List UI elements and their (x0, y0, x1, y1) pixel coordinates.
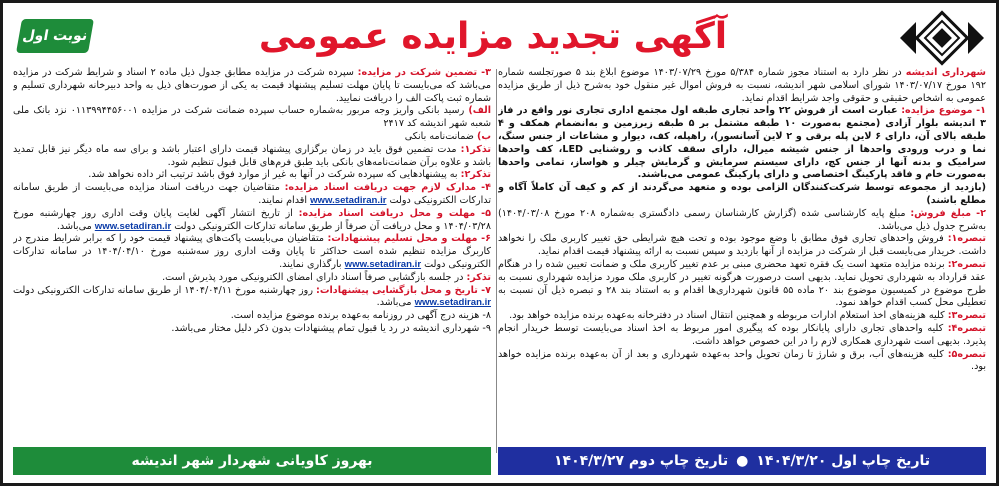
note-1 (498, 233, 986, 259)
item6-end: بارگذاری نمایند. (279, 258, 345, 270)
item-5 (13, 208, 491, 234)
item1-note: (بازدید از مجموعه توسط شرکت‌کنندگان الزامی بوده و متعهد می‌گردند از کم و کیف آن کاملاً آگاه و مطلع باشند) (498, 182, 986, 206)
item4-label: ۴- مدارک لازم جهت دریافت اسناد مزایده: (284, 182, 491, 194)
intro-paragraph (498, 67, 986, 105)
right-column (498, 67, 986, 455)
item-9: ۹- شهرداری اندیشه در رد یا قبول تمام پیشنهادات بدون ذکر دلیل مختار می‌باشد. (171, 322, 491, 334)
item-7 (13, 285, 491, 311)
note4-label: تبصره۴: (947, 322, 986, 334)
separator-dot: ● (736, 453, 749, 469)
item3-text: سپرده شرکت در مزایده مطابق جدول ذیل ماده ۲ اسناد و شرایط شرکت در مزایده می‌باشد که می‌بایست تا پایان مهلت تسلیم پیشنهاد قیمت به یکی از صورت‌های ذیل به واحد دبیرخانه شهرداری تسلیم و شماره ثبت پاکت الف را دریافت نمایید. (13, 67, 491, 104)
tn3-label: تذکر: (466, 271, 491, 283)
item7-text: روز چهارشنبه مورخ ۱۴۰۴/۰۴/۱۱ از طریق سامانه تدارکات الکترونیکی دولت (13, 284, 317, 296)
item5-text: از تاریخ انتشار آگهی لغایت پایان وقت اداری روز چهارشنبه مورخ ۱۴۰۴/۰۳/۲۸ و محل دریافت آن صرفاً از طریق سامانه تدارکات الکترونیکی دولت (13, 207, 491, 232)
setadiran-link[interactable]: www.setadiran.ir (94, 220, 172, 232)
item3-label: ۳- تضمین شرکت در مزایده: (357, 67, 491, 78)
setadiran-link[interactable]: www.setadiran.ir (310, 194, 387, 206)
note-5 (498, 349, 986, 375)
item7-label: ۷- تاریخ و محل بازگشایی پیشنهادات: (316, 284, 491, 296)
item4-text: متقاضیان جهت دریافت اسناد مزایده می‌بایست از طریق سامانه تدارکات الکترونیکی دولت (13, 182, 491, 206)
intro-text: در نظر دارد به استناد مجوز شماره ۵/۳۸۴ مورخ ۱۴۰۳/۰۷/۲۹ موضوع ابلاغ بند ۵ صورتجلسه شماره ۱۹۲ مورخ ۱۴۰۳/۰۷/۱۷ شورای اسلامی شهر اندیشه، نسبت به فروش اموال غیر منقول خود به‌شرح ذیل از طریق مزایده عمومی به اشخاص حقیقی و حقوقی واجد شرایط اقدام نماید. (498, 67, 986, 104)
item3b-text: ضمانت‌نامه بانکی (404, 130, 477, 142)
intro-label: شهرداری اندیشه (905, 67, 986, 78)
note1-label: تبصره۱: (947, 233, 986, 245)
note-2 (498, 259, 986, 310)
item4-end: اقدام نمایند. (258, 194, 311, 206)
signature-bar: بهروز کاویانی شهردار شهر اندیشه (13, 447, 491, 475)
header (13, 9, 992, 65)
item6-label: ۶- مهلت و محل تسلیم پیشنهادات: (327, 233, 491, 245)
left-column (13, 67, 491, 452)
item-4 (13, 182, 491, 208)
item3b-label: ب) (476, 130, 491, 142)
item5-end: می‌باشد. (56, 220, 95, 232)
item2-label: ۲- مبلغ فروش: (910, 207, 986, 219)
tn1-label: تذکر۱: (460, 143, 491, 155)
tn-2 (13, 169, 491, 182)
item3a-label: الف) (468, 105, 491, 117)
note5-label: تبصره۵: (947, 348, 986, 360)
item-3b (13, 131, 491, 144)
note5-text: کلیه هزینه‌های آب، برق و شارژ تا زمان تحویل واحد به‌عهده شهرداری و بعد از آن به‌عهده برنده مزایده خواهد بود. (498, 348, 986, 373)
tn1-text: مدت تضمین فوق باید در زمان برگزاری پیشنهاد قیمت دارای اعتبار باشد و برای سه ماه دیگر نیز قابل تمدید باشد و علاوه برآن ضمانت‌نامه‌های بانکی باید طبق فرم‌های قابل قبول تنظیم شود. (13, 143, 491, 168)
setadiran-link[interactable]: www.setadiran.ir (414, 297, 491, 309)
note-3 (498, 310, 986, 323)
item-3a (13, 105, 491, 131)
tn3-text: در جلسه بازگشایی صرفاً اسناد دارای امضای الکترونیکی مورد پذیرش است. (162, 271, 467, 283)
second-print-date: تاریخ چاپ دوم ۱۴۰۴/۳/۲۷ (553, 453, 729, 469)
note1-text: فروش واحدهای تجاری فوق مطابق با وضع موجود بوده و تحت هیچ شرایطی حق تغییر کاربری ملک را نخواهد داشت. خریدار می‌بایست قبل از شرکت در مزایده از آنها بازدید و سپس نسبت به ارائه پیشنهاد قیمت اقدام نماید. (498, 233, 986, 258)
setadiran-link[interactable]: www.setadiran.ir (344, 258, 422, 270)
tn2-text: به پیشنهادهایی که سپرده شرکت در آنها به غیر از موارد فوق باشد ترتیب اثر داده نخواهد شد. (88, 169, 461, 181)
item5-label: ۵- مهلت و محل دریافت اسناد مزایده: (298, 207, 491, 219)
item-2 (498, 208, 986, 234)
note2-label: تبصره۲: (947, 258, 986, 270)
tn2-label: تذکر۲: (460, 169, 491, 181)
first-print-date: تاریخ چاپ اول ۱۴۰۴/۳/۲۰ (756, 453, 931, 469)
item7-end: می‌باشد. (376, 297, 415, 309)
page-title: آگهی تجدید مزایده عمومی (258, 16, 728, 57)
print-dates-bar (498, 447, 986, 475)
municipality-logo (892, 9, 992, 67)
note4-text: کلیه واحدهای تجاری دارای پایانکار بوده که پیگیری امور مربوط به اخذ اسناد می‌بایست توسط خریدار انجام پذیرد. بدیهی است شهرداری همکاری لازم را در این خصوص خواهد داشت. (498, 322, 986, 347)
item6-text: متقاضیان می‌بایست پاکت‌های پیشنهاد قیمت خود را که برابر شرایط مندرج در کاربرگ مزایده تنظیم شده است حداکثر تا پایان وقت اداری روز سه‌شنبه مورخ ۱۴۰۴/۰۴/۱۰ در سامانه تدارکات الکترونیکی دولت (13, 233, 491, 270)
note3-label: تبصره۳: (947, 310, 986, 322)
tn-3 (13, 272, 491, 285)
note3-text: کلیه هزینه‌های اخذ استعلام ادارات مربوطه و همچنین انتقال اسناد در دفترخانه به‌عهده برنده مزایده خواهد بود. (509, 310, 948, 322)
first-notice-badge: نوبت اول (16, 19, 94, 53)
municipality-logo-icon (892, 9, 992, 67)
item-1 (498, 105, 986, 182)
tn-1 (13, 144, 491, 170)
item1-label: ۱- موضوع مزایده: (901, 105, 986, 117)
item-8: ۸- هزینه درج آگهی در روزنامه به‌عهده برنده موضوع مزایده است. (230, 310, 491, 322)
item2-text: مبلغ پایه کارشناسی شده (گزارش کارشناسان رسمی دادگستری به‌شماره ۲۰۸ مورخ ۱۴۰۴/۰۳/۰۸) به‌شرح جدول ذیل می‌باشد. (498, 207, 986, 232)
note-4 (498, 323, 986, 349)
item3a-text: رسید بانکی واریز وجه مربور به‌شماره حساب سپرده ضمانت شرکت در مزایده ۰۱۱۳۹۹۴۴۵۶۰۰۱ نزد بانک ملی شعبه شهر اندیشه کد ۲۴۱۷ (13, 105, 491, 130)
item-6 (13, 233, 491, 271)
item1-text: عبارت است از فروش ۲۲ واحد تجاری طبقه اول مجتمع اداری تجاری نور واقع در فاز ۳ اندیشه بلوار آزادی (مجتمع به‌صورت ۱۰ طبقه مشتمل بر ۵ طبقه زیرزمین و به‌انضمام همکف و ۴ طبقه بالای آن، دارای ۶ لاین پله برقی و ۲ لاین آسانسور)، راهپله، کف، دیوار و مشاعات از جنس سنگ، نما و درب ورودی واحدها از جنس شیشه میرال، دارای سقف کاذب و روشنایی LED، کف واحدها سرامیک و بدنه آنها از جنس کچ، دارای سیستم سرمایش و گرمایش چیلر و هواساز، تمامی واحدها به‌صورت خام و فاقد پارکینگ اختصاصی و دارای پارکینگ عمومی می‌باشند. (498, 105, 986, 181)
item-3 (13, 67, 491, 105)
column-divider (496, 69, 497, 453)
note2-text: برنده مزایده متعهد است یک فقره تعهد محضری مبنی بر عدم تغییر کاربری ملک و ضمانت تعیین شده را در هنگام عقد قرارداد به شهرداری تحویل نماید. بدیهی است درصورت هرگونه تغییر در کاربری ملک مورد مزایده شهرداری نسبت به طرح موضوع در کمیسیون موضوع بند ۲۰ ماده ۵۵ قانون شهرداری‌ها اقدام و به استناد بند ۲۸ و تبصره ذیل آن نسبت به تعطیلی محل کسب اقدام خواهد نمود. (498, 258, 986, 309)
